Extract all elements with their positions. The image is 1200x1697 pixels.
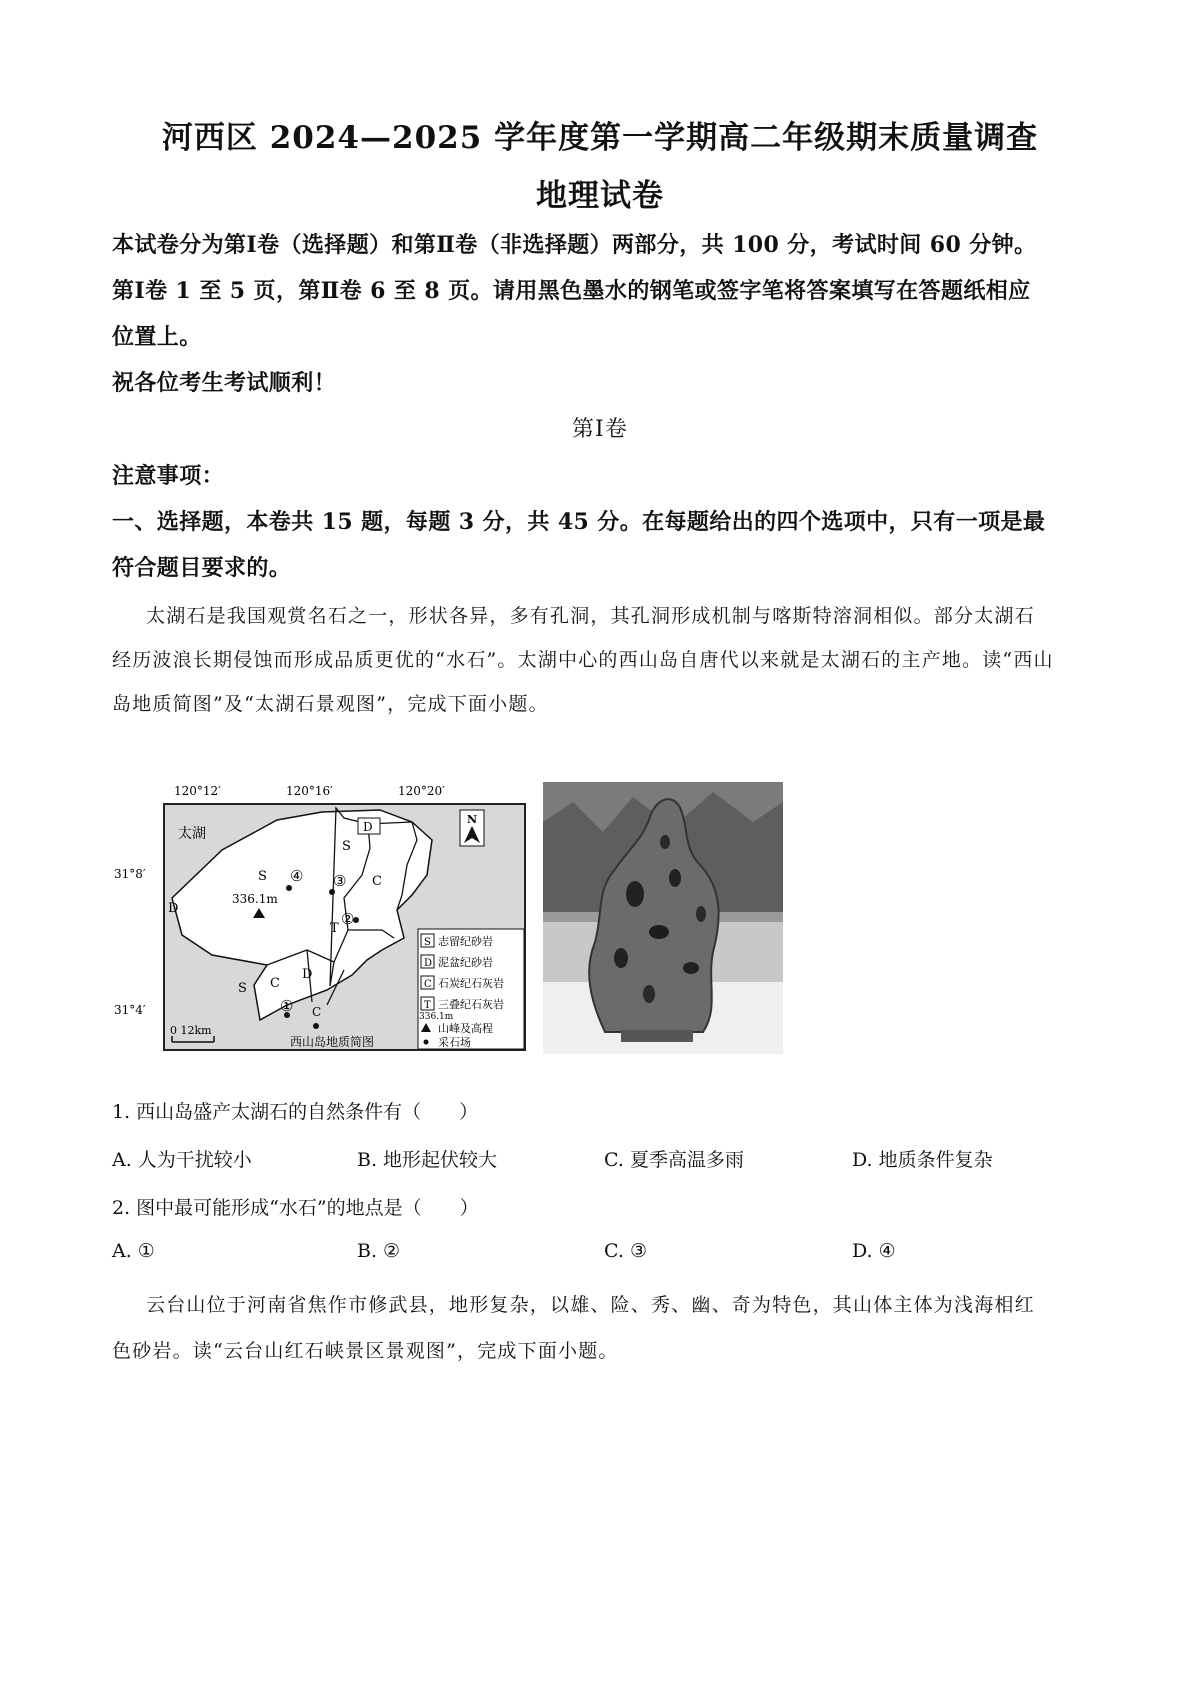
site-1-label: ①	[280, 997, 294, 1015]
legend-label-c: 石炭纪石灰岩	[438, 977, 504, 990]
passage2-line-2: 色砂岩。读“云台山红石峡景区景观图”，完成下面小题。	[112, 1340, 619, 1362]
legend-key-s: S	[424, 937, 431, 948]
legend-quarry-icon	[424, 1040, 429, 1045]
q1-option-a[interactable]: A. 人为干扰较小	[112, 1149, 252, 1171]
formation-label-s-1: S	[258, 869, 267, 884]
q2-option-a[interactable]: A. ①	[112, 1240, 155, 1262]
formation-label-d-1: D	[168, 901, 179, 916]
instruction-line-1: 一、选择题，本卷共 15 题，每题 3 分，共 45 分。在每题给出的四个选项中，只有一项是最	[112, 509, 1046, 535]
q2-option-c[interactable]: C. ③	[604, 1240, 647, 1262]
lon-label-2: 120°16′	[286, 784, 333, 798]
lat-label-1: 31°8′	[114, 867, 146, 881]
site-3-label: ③	[333, 872, 347, 890]
passage2-line-1: 云台山位于河南省焦作市修武县，地形复杂，以雄、险、秀、幽、奇为特色，其山体主体为浅海相红	[146, 1294, 1035, 1316]
exam-title: 河西区 2024—2025 学年度第一学期高二年级期末质量调查	[161, 120, 1039, 156]
taihu-stone-photo	[543, 782, 783, 1054]
legend-peak-label: 山峰及高程	[438, 1022, 493, 1035]
wish-line: 祝各位考生考试顺利！	[112, 370, 337, 396]
site-2-label: ②	[341, 910, 355, 928]
section-title: 第Ⅰ卷	[571, 417, 629, 442]
q2-option-b[interactable]: B. ②	[357, 1240, 401, 1262]
site-4-label: ④	[290, 867, 304, 885]
intro-line-1: 本试卷分为第Ⅰ卷（选择题）和第Ⅱ卷（非选择题）两部分，共 100 分，考试时间 60 分钟。	[112, 232, 1037, 258]
quarry-4-dot	[286, 885, 292, 891]
scale-label: 0 12km	[170, 1024, 212, 1037]
legend-quarry-label: 采石场	[438, 1036, 471, 1049]
formation-label-s-2: S	[342, 839, 351, 854]
peak-elevation: 336.1m	[232, 892, 278, 906]
map-caption: 西山岛地质简图	[290, 1035, 375, 1049]
question-1-stem: 1. 西山岛盛产太湖石的自然条件有（ ）	[112, 1101, 479, 1123]
formation-label-c-3: C	[312, 1005, 322, 1019]
q1-option-c[interactable]: C. 夏季高温多雨	[604, 1149, 744, 1171]
passage1-line-3: 岛地质简图”及“太湖石景观图”，完成下面小题。	[112, 693, 549, 715]
formation-label-s-3: S	[238, 981, 247, 996]
intro-line-2: 第Ⅰ卷 1 至 5 页，第Ⅱ卷 6 至 8 页。请用黑色墨水的钢笔或签字笔将答案填写在答题纸相应	[112, 278, 1031, 304]
question-2-stem: 2. 图中最可能形成“水石”的地点是（ ）	[112, 1197, 479, 1219]
intro-line-3: 位置上。	[112, 324, 202, 350]
formation-label-d-top: D	[363, 820, 373, 834]
lake-label: 太湖	[178, 826, 206, 842]
q1-option-d[interactable]: D. 地质条件复杂	[852, 1149, 993, 1171]
legend-key-d: D	[424, 958, 433, 969]
formation-label-d-2: D	[302, 967, 313, 982]
xishan-geology-map	[112, 780, 532, 1055]
lon-label-3: 120°20′	[398, 784, 445, 798]
legend-key-c: C	[424, 979, 432, 990]
passage1-line-1: 太湖石是我国观赏名石之一，形状各异，多有孔洞，其孔洞形成机制与喀斯特溶洞相似。部分太湖石	[146, 605, 1035, 627]
legend-peak-value: 336.1m	[419, 1012, 454, 1022]
q2-option-d[interactable]: D. ④	[852, 1240, 896, 1262]
lon-label-1: 120°12′	[174, 784, 221, 798]
instruction-line-2: 符合题目要求的。	[112, 555, 292, 581]
legend-label-t: 三叠纪石灰岩	[438, 998, 504, 1011]
legend-label-s: 志留纪砂岩	[438, 935, 493, 948]
formation-label-c-1: C	[372, 874, 382, 889]
passage1-line-2: 经历波浪长期侵蚀而形成品质更优的“水石”。太湖中心的西山岛自唐代以来就是太湖石的主产地。读“西山	[112, 649, 1054, 671]
formation-label-c-2: C	[270, 976, 280, 991]
legend-label-d: 泥盆纪砂岩	[438, 956, 493, 969]
quarry-5-dot	[313, 1023, 319, 1029]
north-label: N	[467, 813, 478, 826]
exam-subtitle: 地理试卷	[536, 178, 664, 214]
formation-label-t: T	[330, 921, 339, 936]
legend-key-t: T	[424, 1000, 431, 1011]
notice-heading: 注意事项：	[112, 463, 225, 489]
q1-option-b[interactable]: B. 地形起伏较大	[357, 1149, 498, 1171]
lat-label-2: 31°4′	[114, 1003, 146, 1017]
